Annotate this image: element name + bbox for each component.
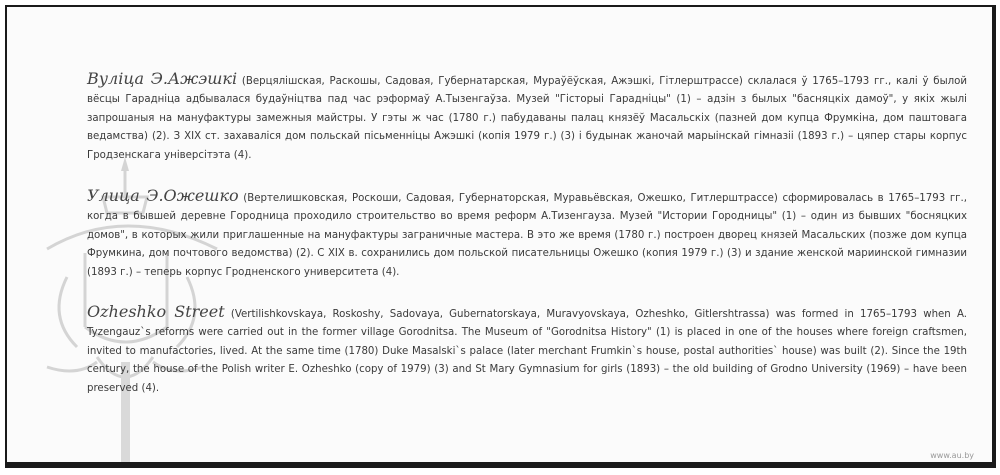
- paragraph-russian: [87, 187, 967, 282]
- russian-title: Улица Э.Ожешко: [87, 186, 239, 205]
- russian-text: (Вертелишковская, Роскоши, Садовая, Губернаторская, Муравьёвская, Ожешко, Гитлерштрассе) сформировалась в 1765–1793 гг., когда в бывшей деревне Городница проходило строительство во время реформ А.Тизенгауза. Музей "Истории Городницы" (1) – один из бывших "босняцких домов", в которых жили приглашенные на мануфактуры заграничные мастера. В это же время (1780 г.) построен дворец князей Масальских (позже дом купца Фрумкина, дом почтового ведомства) (2). С XIX в. сохранились дом польской писательницы Ожешко (копия 1979 г.) (3) и здание женской мариинской гимназии (1893 г.) – теперь корпус Гродненского университета (4).: [87, 193, 967, 278]
- belarusian-title: Вуліца Э.Ажэшкі: [87, 69, 238, 88]
- postcard: [5, 5, 996, 468]
- paragraph-english: [87, 303, 967, 398]
- english-text: (Vertilishkovskaya, Roskoshy, Sadovaya, Gubernatorskaya, Muravyovskaya, Ozheshko, Gitlershtrassa) was formed in 1765–1793 when A. Tyzengauz`s reforms were carried out in the former village Gorodnitsa. The Museum of "Gorodnitsa History" (1) is placed in one of the houses where foreign craftsmen, invited to manufactories, lived. At the same time (1780) Duke Masalski`s palace (later merchant Frumkin`s house, postal authorities` house) was built (2). Since the 19th century, the house of the Polish writer E. Ozheshko (copy of 1979) (3) and St Mary Gymnasium for girls (1893) – the old building of Grodno University (1969) – have been preserved (4).: [87, 309, 968, 394]
- paragraph-belarusian: [87, 70, 967, 165]
- watermark: www.au.by: [930, 451, 974, 460]
- english-title: Ozheshko Street: [87, 302, 225, 321]
- belarusian-text: (Верцялішская, Раскошы, Садовая, Губернатарская, Мураўёўская, Ажэшкі, Гітлерштрассе) склалася ў 1765–1793 гг., калі ў былой вёсцы Гарадніца адбывалася будаўніцтва пад час рэформаў А.Тызенгаўза. Музей "Гісторыі Гарадніцы" (1) – адзін з былых "басняцкіх дамоў", у якіх жылі запрошаныя на мануфактуры замежныя майстры. У гэты ж час (1780 г.) пабудаваны палац князёў Масальскіх (пазней дом купца Фрумкіна, дом паштовага ведамства) (2). З XIX ст. захаваліся дом польскай пісьменніцы Ажэшкі (копія 1979 г.) (3) і будынак жаночай марыінскай гімназіі (1893 г.) – цяпер стары корпус Гродзенскага універсітэта (4).: [87, 76, 967, 161]
